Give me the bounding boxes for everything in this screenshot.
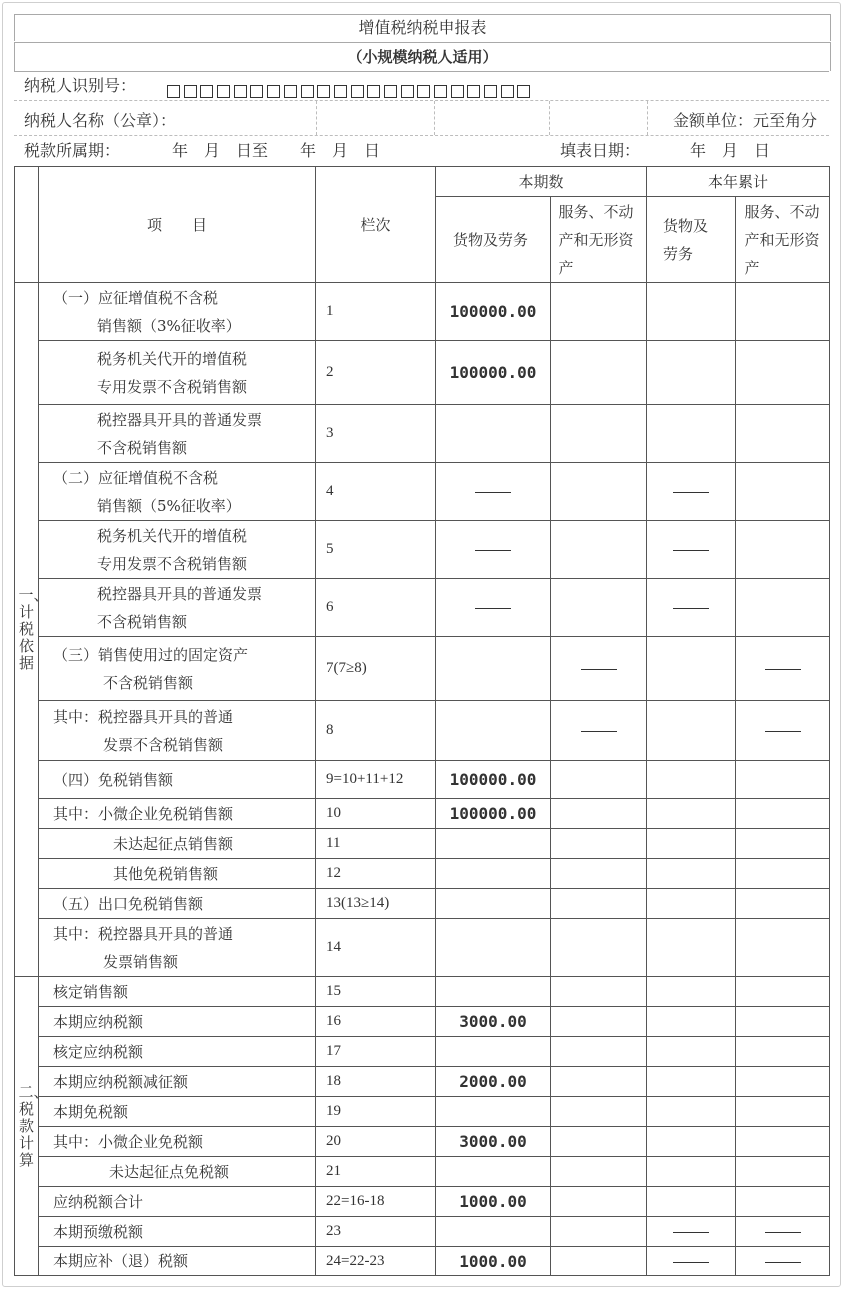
item-label: 其中：小微企业免税额 <box>53 1132 204 1151</box>
not-applicable-cell <box>436 521 551 579</box>
amount-cell-empty[interactable] <box>736 405 830 463</box>
amount-cell-empty[interactable] <box>736 859 830 889</box>
id-digit-box[interactable] <box>384 85 397 98</box>
item-label: （二）应征增值税不含税 <box>53 468 219 487</box>
amount-cell-empty[interactable] <box>551 1067 647 1097</box>
goods-subheader <box>436 197 551 283</box>
colno-cell: 4 <box>316 463 436 521</box>
colno-cell: 15 <box>316 977 436 1007</box>
dash-mark <box>673 550 709 551</box>
item-label: 本期免税额 <box>53 1102 129 1121</box>
item-column-header: 项 目 <box>39 167 316 283</box>
amount-cell-empty[interactable] <box>647 799 736 829</box>
amount-cell-empty[interactable] <box>551 977 647 1007</box>
table-row <box>15 405 830 463</box>
goods-subheader-text: 货物及劳务 <box>663 216 709 263</box>
id-digit-box[interactable] <box>501 85 514 98</box>
dash-mark <box>475 550 511 551</box>
form-subtitle: （小规模纳税人适用） <box>14 42 831 71</box>
amount-cell-empty[interactable] <box>647 701 736 761</box>
id-digit-box[interactable] <box>267 85 280 98</box>
item-label: 其他免税销售额 <box>113 864 219 883</box>
amount-cell-empty[interactable] <box>736 799 830 829</box>
table-row <box>15 579 830 637</box>
amount-cell-empty[interactable] <box>736 1187 830 1217</box>
amount-cell-empty[interactable] <box>647 761 736 799</box>
amount-unit-label: 金额单位：元至角分 <box>672 111 817 130</box>
divider <box>549 101 550 135</box>
item-cell <box>39 1157 316 1187</box>
amount-cell-empty[interactable] <box>736 977 830 1007</box>
item-cell <box>39 977 316 1007</box>
amount-cell-empty[interactable] <box>647 637 736 701</box>
item-label: 其中：税控器具开具的普通 <box>53 707 234 726</box>
divider <box>316 101 317 135</box>
item-label: 本期应纳税额减征额 <box>53 1072 189 1091</box>
table-row <box>15 701 830 761</box>
not-applicable-cell <box>647 463 736 521</box>
amount-cell-empty[interactable] <box>647 1067 736 1097</box>
table-row <box>15 1067 830 1097</box>
item-cell <box>39 1127 316 1157</box>
amount-cell-empty[interactable] <box>736 919 830 977</box>
amount-cell-empty[interactable] <box>736 341 830 405</box>
colno-cell: 2 <box>316 341 436 405</box>
amount-cell-empty[interactable] <box>436 977 551 1007</box>
item-label: 税控器具开具的普通发票 <box>97 410 263 429</box>
current-period-header: 本期数 <box>436 167 647 197</box>
id-digit-box[interactable] <box>401 85 414 98</box>
item-label: （四）免税销售额 <box>53 770 174 789</box>
id-digit-box[interactable] <box>284 85 297 98</box>
amount-cell-empty[interactable] <box>551 1007 647 1037</box>
item-label-cont: 专用发票不含税销售额 <box>97 377 248 396</box>
colno-cell: 3 <box>316 405 436 463</box>
period-value: 年 月 日至 年 月 日 <box>172 141 381 160</box>
amount-cell-empty[interactable] <box>551 1097 647 1127</box>
item-label: 其中：税控器具开具的普通 <box>53 924 234 943</box>
colno-cell: 1 <box>316 283 436 341</box>
ytd-header: 本年累计 <box>647 167 830 197</box>
table-row <box>15 1007 830 1037</box>
dash-mark <box>765 669 801 670</box>
amount-cell[interactable]: 3000.00 <box>436 1127 551 1157</box>
item-cell <box>39 889 316 919</box>
not-applicable-cell <box>551 701 647 761</box>
item-cell <box>39 1007 316 1037</box>
amount-cell-empty[interactable] <box>551 1247 647 1276</box>
services-subheader <box>551 197 647 283</box>
table-row <box>15 829 830 859</box>
goods-subheader <box>647 197 736 283</box>
section-calc <box>15 977 49 1276</box>
amount-cell-empty[interactable] <box>551 1037 647 1067</box>
id-digit-box[interactable] <box>301 85 314 98</box>
amount-cell-empty[interactable] <box>647 889 736 919</box>
id-digit-box[interactable] <box>167 85 180 98</box>
amount-cell-empty[interactable] <box>551 919 647 977</box>
item-cell <box>39 405 316 463</box>
id-digit-box[interactable] <box>200 85 213 98</box>
amount-cell-empty[interactable] <box>551 579 647 637</box>
item-label: （一）应征增值税不含税 <box>53 288 219 307</box>
table-row <box>15 463 830 521</box>
amount-cell-empty[interactable] <box>647 341 736 405</box>
amount-cell[interactable]: 1000.00 <box>436 1187 551 1217</box>
colno-cell: 16 <box>316 1007 436 1037</box>
item-cell <box>39 1037 316 1067</box>
item-cell <box>39 701 316 761</box>
amount-cell-empty[interactable] <box>551 341 647 405</box>
id-digit-box[interactable] <box>217 85 230 98</box>
dash-mark <box>673 492 709 493</box>
item-label: 税务机关代开的增值税 <box>97 526 248 545</box>
amount-cell-empty[interactable] <box>736 521 830 579</box>
amount-cell-empty[interactable] <box>736 829 830 859</box>
amount-cell-empty[interactable] <box>551 283 647 341</box>
item-label: 未达起征点免税额 <box>109 1162 230 1181</box>
item-cell <box>39 1247 316 1276</box>
amount-cell-empty[interactable] <box>736 1127 830 1157</box>
amount-cell-empty[interactable] <box>647 283 736 341</box>
amount-cell-empty[interactable] <box>551 521 647 579</box>
taxpayer-name-label: 纳税人名称（公章）： <box>24 111 177 130</box>
amount-cell-empty[interactable] <box>551 859 647 889</box>
amount-cell-empty[interactable] <box>736 1097 830 1127</box>
dash-mark <box>765 731 801 732</box>
id-digit-box[interactable] <box>317 85 330 98</box>
table-row <box>15 283 830 341</box>
table-row <box>15 341 830 405</box>
item-label: 核定销售额 <box>53 982 129 1001</box>
amount-cell-empty[interactable] <box>736 761 830 799</box>
table-row <box>15 637 830 701</box>
id-digit-box[interactable] <box>351 85 364 98</box>
item-label-cont: 专用发票不含税销售额 <box>97 554 248 573</box>
id-digit-box[interactable] <box>467 85 480 98</box>
colno-cell: 14 <box>316 919 436 977</box>
taxpayer-id-label: 纳税人识别号： <box>24 76 137 95</box>
table-row <box>15 761 830 799</box>
fill-date-label: 填表日期： <box>560 141 641 160</box>
colno-cell: 22=16-18 <box>316 1187 436 1217</box>
period-label: 税款所属期： <box>24 141 121 160</box>
colno-cell: 8 <box>316 701 436 761</box>
table-row <box>15 1157 830 1187</box>
not-applicable-cell <box>551 637 647 701</box>
item-label-cont: 发票销售额 <box>103 952 179 971</box>
colno-cell: 6 <box>316 579 436 637</box>
item-label-cont: 发票不含税销售额 <box>103 735 224 754</box>
amount-cell-empty[interactable] <box>551 1187 647 1217</box>
id-digit-box[interactable] <box>434 85 447 98</box>
item-label: 本期应补（退）税额 <box>53 1252 189 1270</box>
amount-cell-empty[interactable] <box>647 919 736 977</box>
item-cell <box>39 341 316 405</box>
divider <box>647 101 648 135</box>
amount-cell-empty[interactable] <box>551 1217 647 1247</box>
colno-cell: 17 <box>316 1037 436 1067</box>
item-label: 本期预缴税额 <box>53 1222 144 1241</box>
header-row <box>15 167 830 197</box>
amount-cell-empty[interactable] <box>436 1157 551 1187</box>
amount-cell-empty[interactable] <box>436 1217 551 1247</box>
amount-cell[interactable]: 3000.00 <box>436 1007 551 1037</box>
dash-mark <box>673 1262 709 1263</box>
amount-cell-empty[interactable] <box>551 889 647 919</box>
amount-cell-empty[interactable] <box>736 463 830 521</box>
not-applicable-cell <box>436 579 551 637</box>
colno-cell: 11 <box>316 829 436 859</box>
amount-cell-empty[interactable] <box>647 1157 736 1187</box>
amount-cell-empty[interactable] <box>436 1037 551 1067</box>
table-row <box>15 1217 830 1247</box>
id-digit-box[interactable] <box>234 85 247 98</box>
amount-cell-empty[interactable] <box>647 405 736 463</box>
amount-cell-empty[interactable] <box>551 829 647 859</box>
amount-cell-empty[interactable] <box>736 1007 830 1037</box>
amount-cell-empty[interactable] <box>647 1097 736 1127</box>
amount-cell[interactable]: 100000.00 <box>436 283 551 341</box>
services-subheader-text: 服务、不动产和无形资产 <box>744 202 820 277</box>
amount-cell[interactable]: 1000.00 <box>436 1247 551 1276</box>
colno-cell: 9=10+11+12 <box>316 761 436 799</box>
dash-mark <box>673 1232 709 1233</box>
table-row <box>15 1127 830 1157</box>
id-digit-box[interactable] <box>334 85 347 98</box>
item-cell <box>39 1187 316 1217</box>
item-cell <box>39 761 316 799</box>
dash-mark <box>581 731 617 732</box>
amount-cell-empty[interactable] <box>436 701 551 761</box>
amount-cell[interactable]: 100000.00 <box>436 341 551 405</box>
tax-return-table <box>14 166 830 1276</box>
item-cell <box>39 1067 316 1097</box>
item-label: （三）销售使用过的固定资产 <box>53 645 249 664</box>
colno-cell: 13(13≥14) <box>316 889 436 919</box>
amount-cell-empty[interactable] <box>551 1127 647 1157</box>
table-row <box>15 919 830 977</box>
taxpayer-id-row <box>14 71 829 100</box>
divider <box>434 101 435 135</box>
colno-cell: 21 <box>316 1157 436 1187</box>
amount-cell-empty[interactable] <box>551 1157 647 1187</box>
dash-mark <box>765 1232 801 1233</box>
section-label: 二、税款计算 <box>18 1082 49 1169</box>
item-label: 本期应纳税额 <box>53 1012 144 1031</box>
amount-cell-empty[interactable] <box>436 1097 551 1127</box>
amount-cell-empty[interactable] <box>647 977 736 1007</box>
amount-cell-empty[interactable] <box>647 859 736 889</box>
amount-cell-empty[interactable] <box>736 283 830 341</box>
item-cell <box>39 521 316 579</box>
not-applicable-cell <box>647 579 736 637</box>
section-header-blank <box>15 167 39 283</box>
table-row <box>15 1097 830 1127</box>
item-cell <box>39 1217 316 1247</box>
amount-cell[interactable]: 2000.00 <box>436 1067 551 1097</box>
amount-cell-empty[interactable] <box>436 637 551 701</box>
amount-cell-empty[interactable] <box>736 1067 830 1097</box>
colno-cell: 7(7≥8) <box>316 637 436 701</box>
item-label: 未达起征点销售额 <box>113 834 234 853</box>
colno-cell: 23 <box>316 1217 436 1247</box>
table-row <box>15 1187 830 1217</box>
amount-cell-empty[interactable] <box>436 829 551 859</box>
table-row <box>15 859 830 889</box>
amount-cell-empty[interactable] <box>647 1187 736 1217</box>
item-label: 税控器具开具的普通发票 <box>97 584 263 603</box>
item-label: 税务机关代开的增值税 <box>97 349 248 368</box>
section-label: 一、计税依据 <box>18 586 49 672</box>
item-label-cont: 销售额（3%征收率） <box>97 316 241 335</box>
not-applicable-cell <box>647 521 736 579</box>
id-digit-box[interactable] <box>184 85 197 98</box>
amount-cell-empty[interactable] <box>736 889 830 919</box>
amount-cell-empty[interactable] <box>551 405 647 463</box>
dash-mark <box>581 669 617 670</box>
amount-cell-empty[interactable] <box>647 829 736 859</box>
id-digit-box[interactable] <box>250 85 263 98</box>
item-label: 核定应纳税额 <box>53 1042 144 1061</box>
amount-cell-empty[interactable] <box>436 859 551 889</box>
id-digit-box[interactable] <box>484 85 497 98</box>
table-row <box>15 521 830 579</box>
amount-cell-empty[interactable] <box>647 1127 736 1157</box>
item-cell <box>39 579 316 637</box>
taxpayer-name-row <box>14 100 829 136</box>
id-digit-box[interactable] <box>451 85 464 98</box>
services-subheader-text: 服务、不动产和无形资产 <box>558 202 634 277</box>
services-subheader <box>736 197 830 283</box>
colno-cell: 20 <box>316 1127 436 1157</box>
amount-cell-empty[interactable] <box>551 463 647 521</box>
item-cell <box>39 859 316 889</box>
item-cell <box>39 829 316 859</box>
item-label: 其中：小微企业免税销售额 <box>53 804 234 823</box>
id-digit-box[interactable] <box>517 85 530 98</box>
amount-cell-empty[interactable] <box>647 1007 736 1037</box>
not-applicable-cell <box>736 1247 830 1276</box>
amount-cell-empty[interactable] <box>736 1037 830 1067</box>
amount-cell-empty[interactable] <box>436 919 551 977</box>
colno-cell: 10 <box>316 799 436 829</box>
amount-cell-empty[interactable] <box>647 1037 736 1067</box>
dash-mark <box>673 608 709 609</box>
amount-cell-empty[interactable] <box>436 405 551 463</box>
table-row <box>15 799 830 829</box>
table-row <box>15 889 830 919</box>
item-cell <box>39 919 316 977</box>
id-digit-box[interactable] <box>417 85 430 98</box>
item-label-cont: 不含税销售额 <box>97 438 188 457</box>
amount-cell-empty[interactable] <box>551 761 647 799</box>
item-label-cont: 销售额（5%征收率） <box>97 496 241 515</box>
item-cell <box>39 799 316 829</box>
colno-cell: 19 <box>316 1097 436 1127</box>
amount-cell[interactable]: 100000.00 <box>436 761 551 799</box>
section-basis <box>15 283 49 977</box>
id-digit-box[interactable] <box>367 85 380 98</box>
item-label-cont: 不含税销售额 <box>103 673 194 692</box>
colno-cell: 12 <box>316 859 436 889</box>
item-cell <box>39 637 316 701</box>
amount-cell[interactable]: 100000.00 <box>436 799 551 829</box>
amount-cell-empty[interactable] <box>736 579 830 637</box>
not-applicable-cell <box>736 637 830 701</box>
item-label-cont: 不含税销售额 <box>97 612 188 631</box>
not-applicable-cell <box>647 1217 736 1247</box>
not-applicable-cell <box>736 701 830 761</box>
goods-subheader-text: 货物及劳务 <box>453 230 529 249</box>
table-row <box>15 1247 830 1276</box>
colno-column-header: 栏次 <box>316 167 436 283</box>
colno-cell: 5 <box>316 521 436 579</box>
table-row <box>15 977 830 1007</box>
period-row <box>14 136 829 166</box>
table-row <box>15 1037 830 1067</box>
amount-cell-empty[interactable] <box>736 1157 830 1187</box>
item-cell <box>39 283 316 341</box>
not-applicable-cell <box>647 1247 736 1276</box>
fill-date-value: 年 月 日 <box>690 141 771 160</box>
item-label: （五）出口免税销售额 <box>53 894 204 913</box>
item-cell <box>39 463 316 521</box>
form-title: 增值税纳税申报表 <box>14 14 831 41</box>
item-label: 应纳税额合计 <box>53 1192 144 1211</box>
not-applicable-cell <box>436 463 551 521</box>
dash-mark <box>765 1262 801 1263</box>
item-cell <box>39 1097 316 1127</box>
amount-cell-empty[interactable] <box>436 889 551 919</box>
dash-mark <box>475 608 511 609</box>
dash-mark <box>475 492 511 493</box>
amount-cell-empty[interactable] <box>551 799 647 829</box>
not-applicable-cell <box>736 1217 830 1247</box>
colno-cell: 24=22-23 <box>316 1247 436 1276</box>
colno-cell: 18 <box>316 1067 436 1097</box>
